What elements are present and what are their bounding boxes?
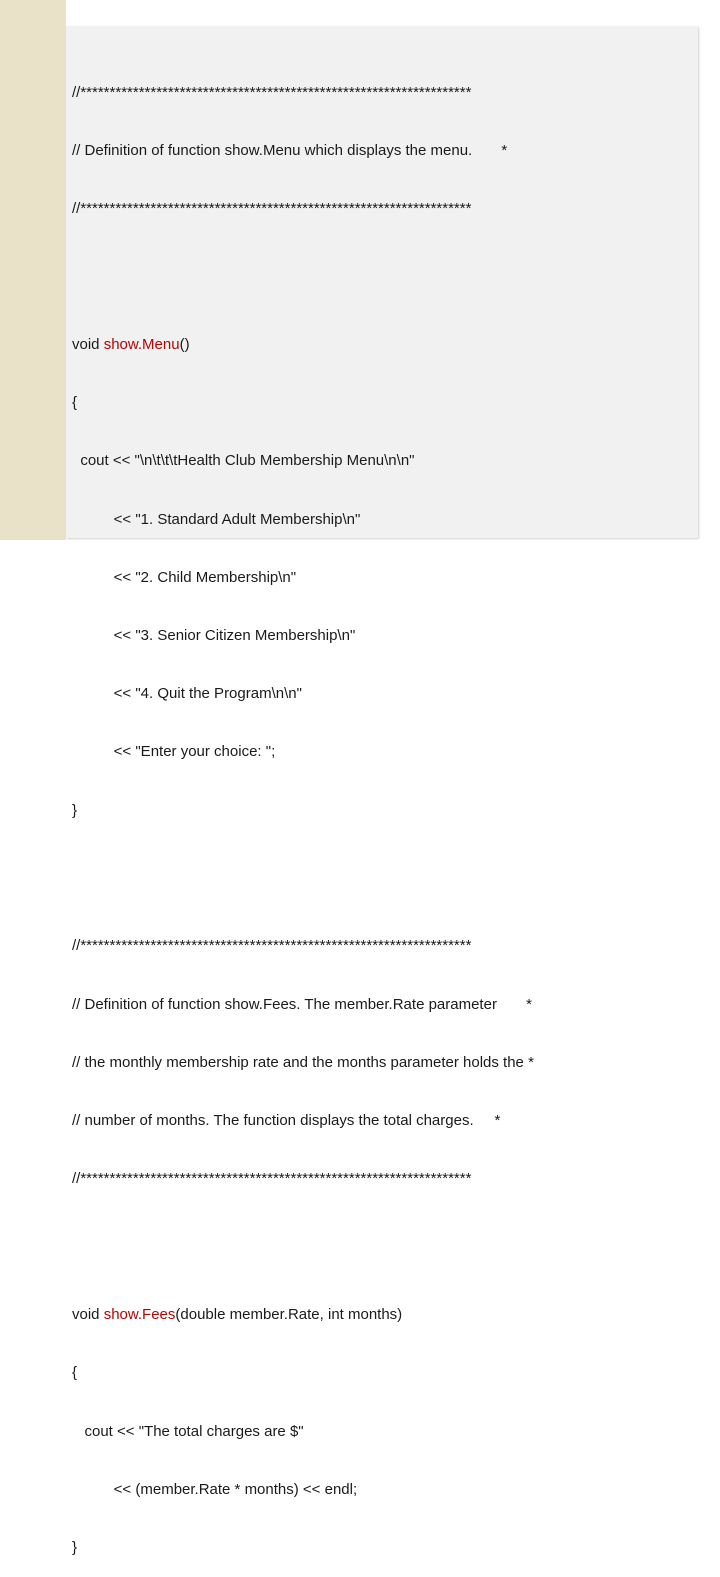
comment-line: // Definition of function show.Menu which displays the menu. * xyxy=(72,142,508,160)
return-type: void xyxy=(72,336,104,354)
function-name: show.Menu xyxy=(103,336,180,354)
code-line: << "1. Standard Adult Membership\n" xyxy=(72,510,361,528)
left-decorative-strip xyxy=(0,0,74,540)
close-brace: } xyxy=(72,801,78,819)
comment-border: //******************************************************************* xyxy=(72,937,472,955)
comment-border: //******************************************************************* xyxy=(72,1170,472,1188)
code-line: << "Enter your choice: "; xyxy=(72,743,276,761)
code-line: cout << "The total charges are $" xyxy=(72,1422,304,1440)
function-signature-show-fees xyxy=(72,1305,692,1324)
blank-line xyxy=(72,257,692,276)
code-line: << (member.Rate * months) << endl; xyxy=(72,1480,358,1498)
comment-line: // the monthly membership rate and the months parameter holds the * xyxy=(72,1053,534,1071)
open-brace: { xyxy=(72,394,78,412)
code-line: cout << "\n\t\t\tHealth Club Membership Menu\n\n" xyxy=(72,452,415,470)
return-type: void xyxy=(72,1306,104,1324)
code-line: << "4. Quit the Program\n\n" xyxy=(72,685,302,703)
close-brace: } xyxy=(72,1538,78,1556)
code-line: << "3. Senior Citizen Membership\n" xyxy=(72,627,356,645)
comment-border: //******************************************************************* xyxy=(72,83,472,101)
comment-border: //******************************************************************* xyxy=(72,200,472,218)
function-name: show.Fees xyxy=(103,1306,176,1324)
code-listing xyxy=(72,44,692,1577)
comment-line: // number of months. The function displays the total charges. * xyxy=(72,1112,501,1130)
comment-line: // Definition of function show.Fees. The member.Rate parameter * xyxy=(72,995,532,1013)
function-params: () xyxy=(179,336,190,354)
blank-line xyxy=(72,859,692,878)
open-brace: { xyxy=(72,1364,78,1382)
code-line: << "2. Child Membership\n" xyxy=(72,568,297,586)
blank-line xyxy=(72,1227,692,1246)
function-params: (double member.Rate, int months) xyxy=(175,1306,403,1324)
function-signature-show-menu xyxy=(72,335,692,354)
